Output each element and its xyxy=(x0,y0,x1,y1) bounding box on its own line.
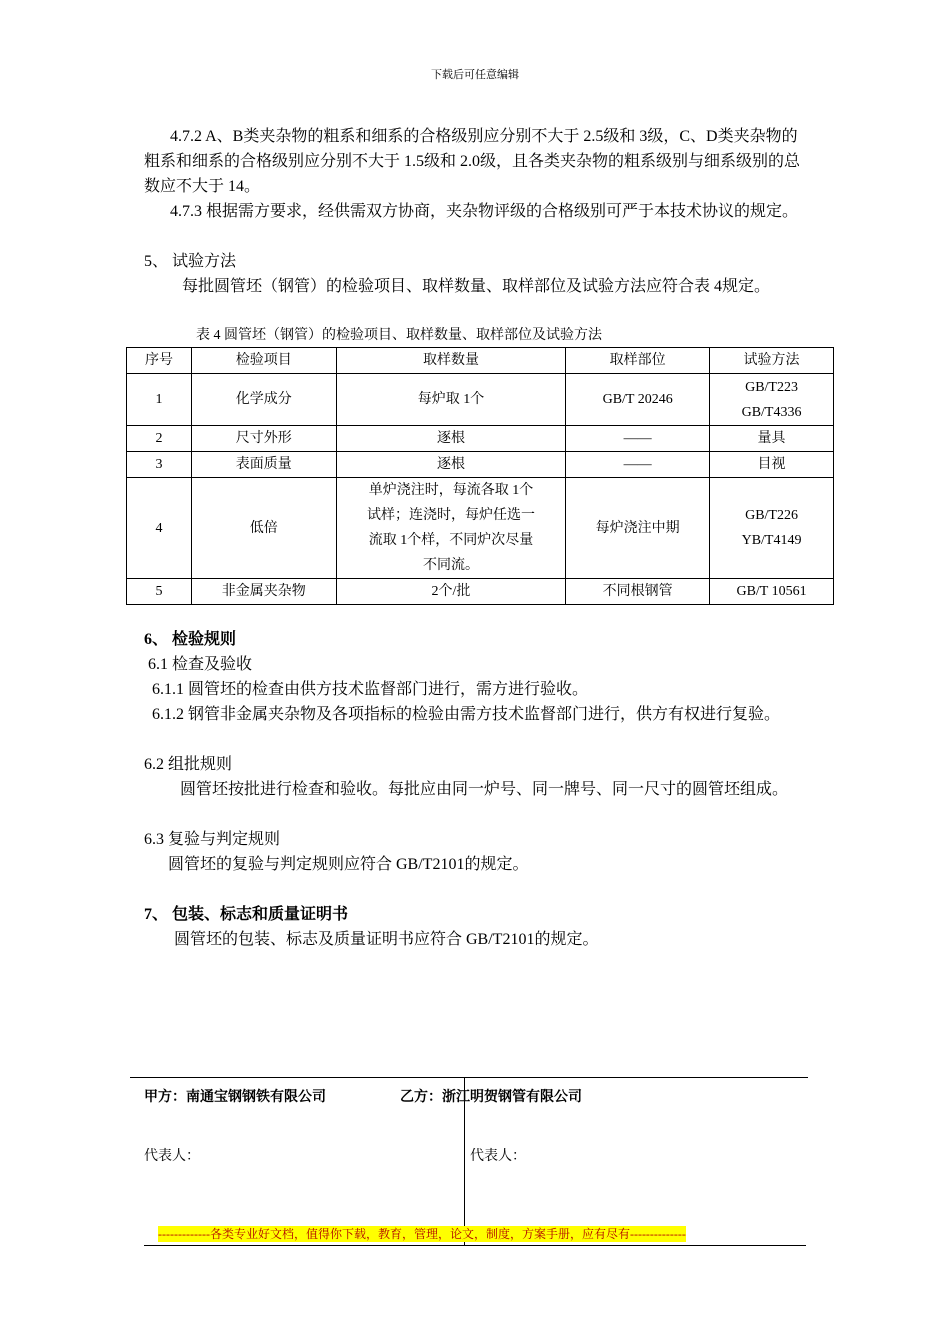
signature-bottom-rule xyxy=(144,1245,806,1246)
qty-line: 单炉浇注时，每流各取 1个 xyxy=(368,483,534,498)
section-7-body: 圆管坯的包装、标志及质量证明书应符合 GB/T2101的规定。 xyxy=(174,931,599,948)
party-b: 乙方：浙江明贺钢管有限公司 xyxy=(400,1090,582,1105)
table-row xyxy=(127,426,834,452)
cell-item: 尺寸外形 xyxy=(191,426,336,452)
cell-loc: —— xyxy=(566,452,710,478)
cell-item: 化学成分 xyxy=(191,374,336,426)
section-6-title: 6、 检验规则 xyxy=(144,631,237,648)
cell-qty xyxy=(336,478,566,579)
clause-6-1: 6.1 检查及验收 xyxy=(148,656,253,673)
cell-item: 非金属夹杂物 xyxy=(191,579,336,605)
clause-4-7-2: 4.7.2 A、B类夹杂物的粗系和细系的合格级别应分别不大于 2.5级和 3级，C、D类夹杂物的粗系和细系的合格级别应分别不大于 1.5级和 2.0级，且各类夹杂物的粗系级别与细系级别的总数应不大于 14。 xyxy=(144,128,801,195)
cell-item: 表面质量 xyxy=(191,452,336,478)
section-5-body: 每批圆管坯（钢管）的检验项目、取样数量、取样部位及试验方法应符合表 4规定。 xyxy=(182,278,771,295)
method-line: GB/T4336 xyxy=(741,404,802,420)
cell-loc: 不同根钢管 xyxy=(566,579,710,605)
method-line: GB/T226 xyxy=(745,508,798,523)
header-cell: 取样数量 xyxy=(336,348,566,374)
qty-line: 试样；连浇时，每炉任选一 xyxy=(366,508,535,523)
page-header: 下载后可任意编辑 xyxy=(431,69,519,81)
method-line: GB/T223 xyxy=(745,379,798,395)
representative-b: 代表人： xyxy=(470,1149,526,1164)
table-row xyxy=(127,452,834,478)
signature-top-rule xyxy=(130,1077,808,1078)
clause-6-1-2: 6.1.2 钢管非金属夹杂物及各项指标的检验由需方技术监督部门进行，供方有权进行复验。 xyxy=(152,706,781,723)
clause-6-1-1: 6.1.1 圆管坯的检查由供方技术监督部门进行，需方进行验收。 xyxy=(152,681,589,698)
clause-6-2-body: 圆管坯按批进行检查和验收。每批应由同一炉号、同一牌号、同一尺寸的圆管坯组成。 xyxy=(180,781,789,798)
clause-6-2: 6.2 组批规则 xyxy=(144,756,233,773)
cell-loc: —— xyxy=(566,426,710,452)
method-line: YB/T4149 xyxy=(741,533,802,548)
cell-loc: GB/T 20246 xyxy=(566,374,710,426)
inspection-table xyxy=(126,347,834,605)
clause-4-7-3: 4.7.3 根据需方要求，经供需双方协商，夹杂物评级的合格级别可严于本技术协议的规定。 xyxy=(170,203,799,220)
qty-line: 流取 1个样，不同炉次尽量 xyxy=(368,533,534,548)
header-cell: 取样部位 xyxy=(566,348,710,374)
table-row xyxy=(127,478,834,579)
table-row xyxy=(127,374,834,426)
cell-no: 1 xyxy=(127,374,192,426)
cell-method: GB/T 10561 xyxy=(710,579,834,605)
qty-line: 不同流。 xyxy=(422,558,479,573)
section-5-title: 5、 试验方法 xyxy=(144,253,237,270)
cell-no: 2 xyxy=(127,426,192,452)
cell-no: 4 xyxy=(127,478,192,579)
cell-loc: 每炉浇注中期 xyxy=(566,478,710,579)
table-row xyxy=(127,579,834,605)
header-cell: 试验方法 xyxy=(710,348,834,374)
party-a: 甲方：南通宝钢钢铁有限公司 xyxy=(144,1090,326,1105)
cell-method xyxy=(710,478,834,579)
section-7-title: 7、 包装、标志和质量证明书 xyxy=(144,906,349,923)
cell-no: 3 xyxy=(127,452,192,478)
representative-a: 代表人： xyxy=(144,1149,200,1164)
cell-method xyxy=(710,374,834,426)
footer-banner: -------------各类专业好文档，值得你下载，教育，管理，论文，制度，方案手册，应有尽有-------------- xyxy=(158,1227,686,1241)
cell-qty: 2个/批 xyxy=(336,579,566,605)
cell-qty: 逐根 xyxy=(336,426,566,452)
cell-no: 5 xyxy=(127,579,192,605)
cell-method: 量具 xyxy=(710,426,834,452)
cell-qty: 逐根 xyxy=(336,452,566,478)
table-header-row xyxy=(127,348,834,374)
header-cell: 序号 xyxy=(127,348,192,374)
header-cell: 检验项目 xyxy=(191,348,336,374)
table-caption: 表 4 圆管坯（钢管）的检验项目、取样数量、取样部位及试验方法 xyxy=(196,328,602,343)
cell-item: 低倍 xyxy=(191,478,336,579)
clause-6-3: 6.3 复验与判定规则 xyxy=(144,831,281,848)
clause-6-3-body: 圆管坯的复验与判定规则应符合 GB/T2101的规定。 xyxy=(168,856,529,873)
cell-qty: 每炉取 1个 xyxy=(336,374,566,426)
cell-method: 目视 xyxy=(710,452,834,478)
